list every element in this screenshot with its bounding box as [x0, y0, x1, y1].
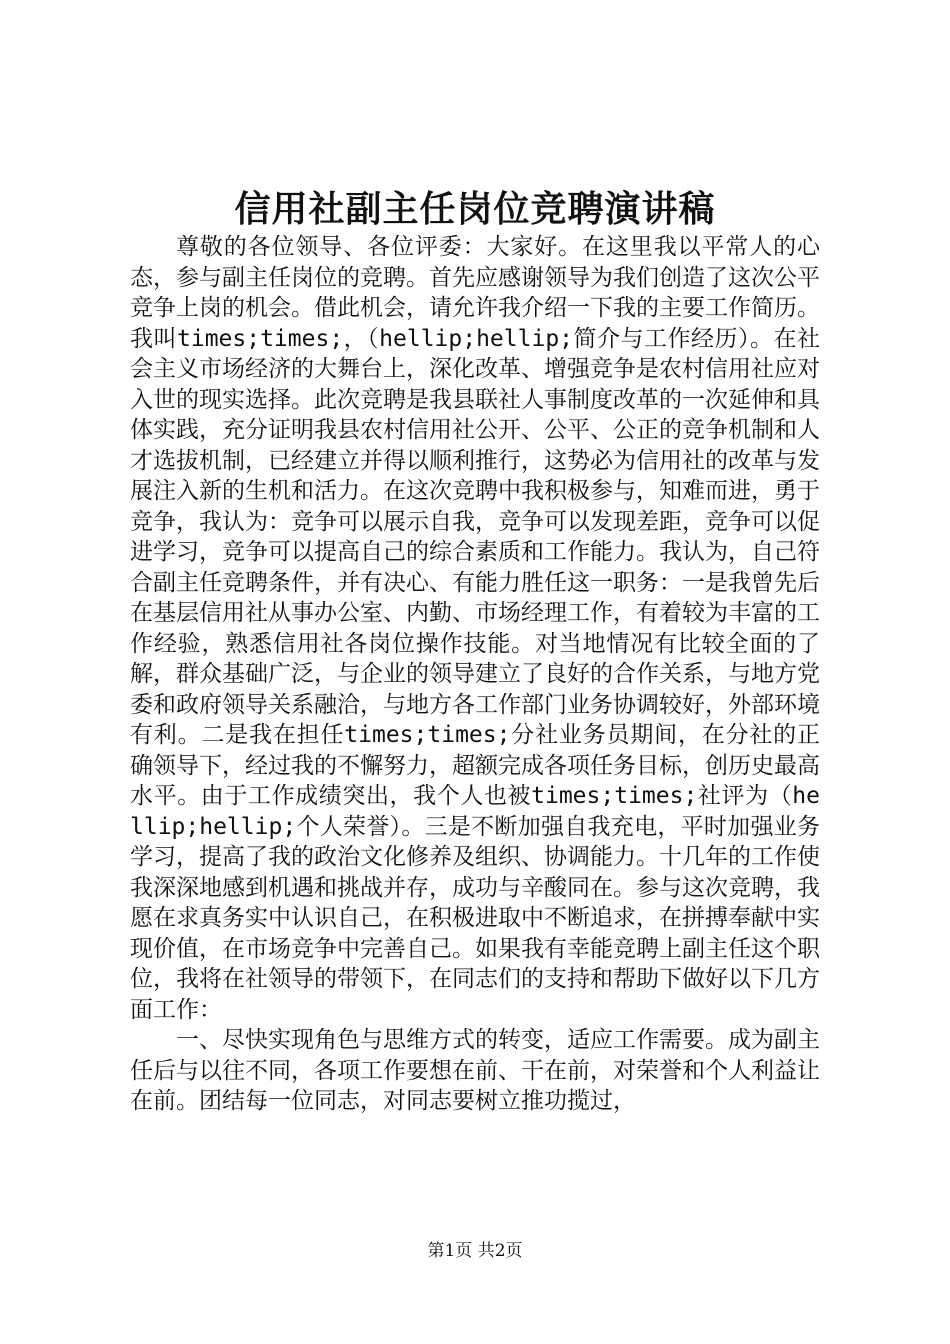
document-title: 信用社副主任岗位竞聘演讲稿 [234, 188, 716, 230]
document-body [130, 232, 820, 1117]
body-paragraph-2: 一、尽快实现角色与思维方式的转变，适应工作需要。成为副主任后与以往不同，各项工作要想在前、干在前，对荣誉和个人利益让在前。团结每一位同志，对同志要树立推功揽过， [130, 1027, 820, 1114]
page-number-footer: 第1页 共2页 [427, 1241, 523, 1261]
body-paragraph-1: 尊敬的各位领导、各位评委：大家好。在这里我以平常人的心态，参与副主任岗位的竞聘。首先应感谢领导为我们创造了这次公平竞争上岗的机会。借此机会，请允许我介绍一下我的主要工作简历。我叫times;times;，（hellip;hellip;简介与工作经历）。在社会主义市场经济的大舞台上，深化改革、增强竞争是农村信用社应对入世的现实选择。此次竞聘是我县联社人事制度改革的一次延伸和具体实践，充分证明我县农村信用社公开、公平、公正的竞争机制和人才选拔机制，已经建立并得以顺利推行，这势必为信用社的改革与发展注入新的生机和活力。在这次竞聘中我积极参与，知难而进，勇于竞争，我认为：竞争可以展示自我，竞争可以发现差距，竞争可以促进学习，竞争可以提高自己的综合素质和工作能力。我认为，自己符合副主任竞聘条件，并有决心、有能力胜任这一职务：一是我曾先后在基层信用社从事办公室、内勤、市场经理工作，有着较为丰富的工作经验，熟悉信用社各岗位操作技能。对当地情况有比较全面的了解，群众基础广泛，与企业的领导建立了良好的合作关系，与地方党委和政府领导关系融洽，与地方各工作部门业务协调较好，外部环境有利。二是我在担任times;times;分社业务员期间，在分社的正确领导下，经过我的不懈努力，超额完成各项任务目标，创历史最高水平。由于工作成绩突出，我个人也被times;times;社评为（hellip;hellip;个人荣誉）。三是不断加强自我充电，平时加强业务学习，提高了我的政治文化修养及组织、协调能力。十几年的工作使我深深地感到机遇和挑战并存，成功与辛酸同在。参与这次竞聘，我愿在求真务实中认识自己，在积极进取中不断追求，在拼搏奉献中实现价值，在市场竞争中完善自己。如果我有幸能竞聘上副主任这个职位，我将在社领导的带领下，在同志们的支持和帮助下做好以下几方面工作： [130, 234, 820, 1023]
